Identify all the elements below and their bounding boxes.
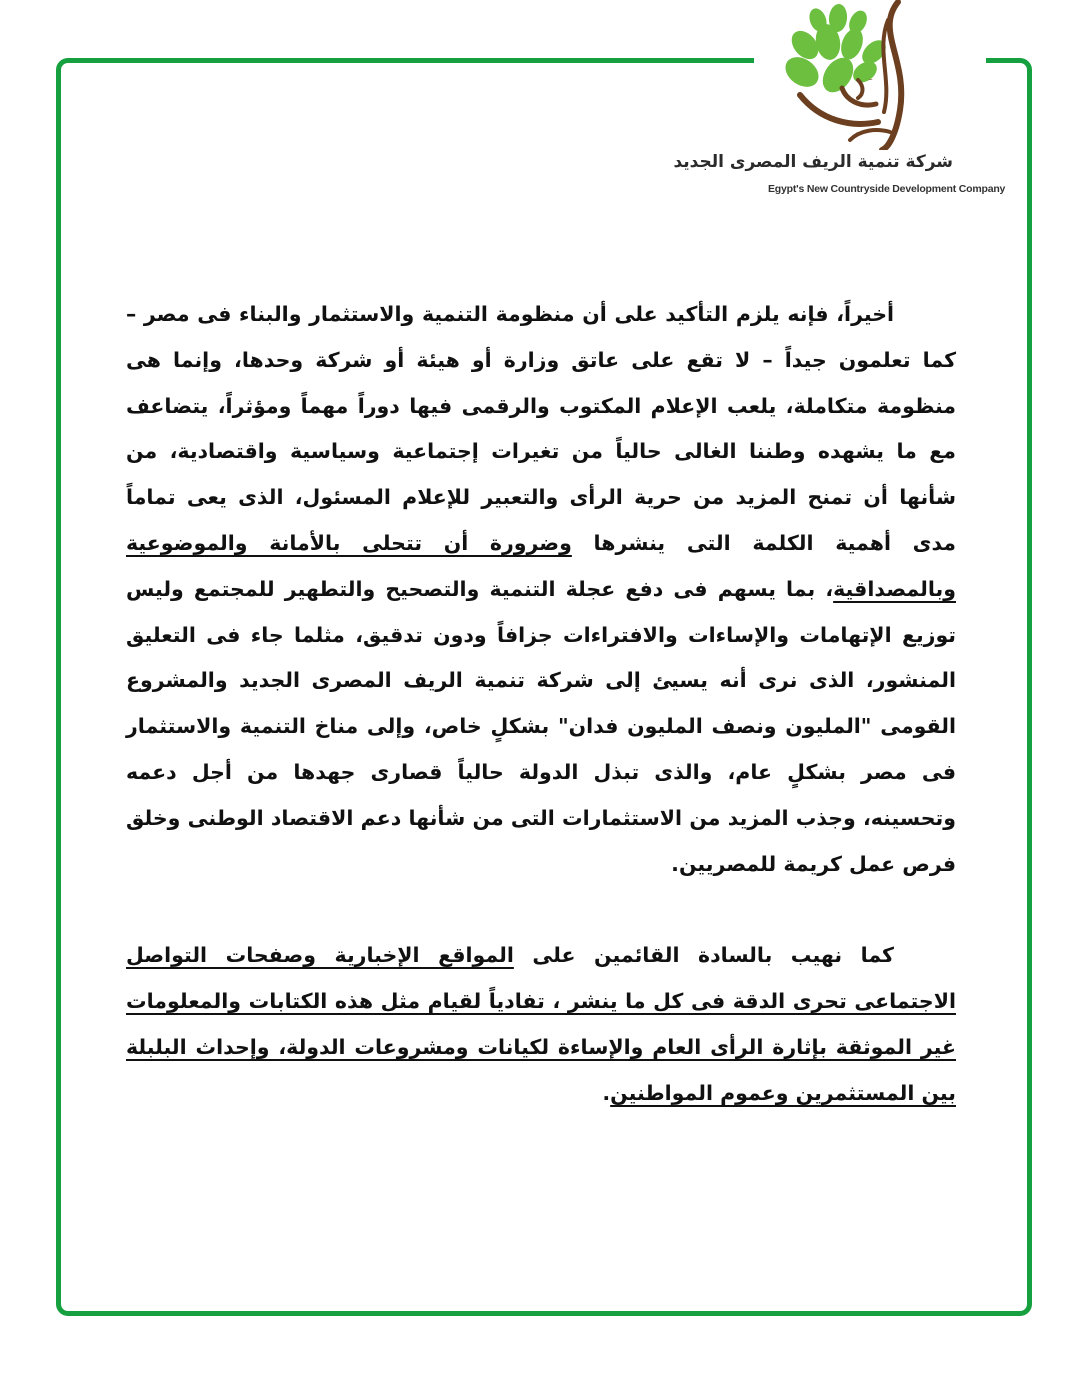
- paragraph-1-text-a: أخيراً، فإنه يلزم التأكيد على أن منظومة التنمية والاستثمار والبناء فى مصر – كما تعلمون جيداً – لا تقع على عاتق وزارة أو هيئة أو شركة وحدها، وإنما هى منظومة متكاملة، يلعب الإعلام المكتوب والرقمى فيها دوراً مهماً ومؤثراً، يتضاعف مع ما يشهده وطننا الغالى حالياً من تغيرات إجتماعية وسياسية واقتصادية، من شأنها أن تمنح المزيد من حرية الرأى والتعبير للإعلام المسئول، الذى يعى تماماً مدى أهمية الكلمة التى ينشرها: [126, 302, 956, 555]
- tree-calligraphy-logo-icon: [780, 0, 910, 150]
- company-name-english: Egypt's New Countryside Development Company: [768, 183, 1006, 195]
- paragraph-2-text-a: كما نهيب بالسادة القائمين على: [513, 943, 894, 968]
- document-body: [126, 292, 956, 1117]
- paragraph-1-underlined-text: وضرورة أن تتحلى بالأمانة والموضوعية وبالمصداقية: [126, 530, 956, 601]
- company-name-arabic: شركة تنمية الريف المصرى الجديد: [673, 152, 953, 172]
- paragraph-2-text-b: .: [602, 1080, 611, 1105]
- paragraph-2-underlined-text: المواقع الإخبارية وصفحات التواصل الاجتماعى تحرى الدقة فى كل ما ينشر ، تفادياً لقيام مثل هذه الكتابات والمعلومات غير الموثقة بإثارة الرأى العام والإساءة لكيانات ومشروعات الدولة، وإحداث البلبلة بين المستثمرين وعموم المواطنين: [126, 943, 956, 1105]
- paragraph-1-text-b: ، بما يسهم فى دفع عجلة التنمية والتصحيح والتطهير للمجتمع وليس توزيع الإتهامات والإساءات والافتراءات جزافاً ودون تدقيق، مثلما جاء فى التعليق المنشور، الذى نرى أنه يسيئ إلى شركة تنمية الريف المصرى الجديد والمشروع القومى "المليون ونصف المليون فدان" بشكلٍ خاص، وإلى مناخ التنمية والاستثمار فى مصر بشكلٍ عام، والذى تبذل الدولة حالياً قصارى جهدها من أجل دعمه وتحسينه، وجذب المزيد من الاستثمارات التى من شأنها دعم الاقتصاد الوطنى وخلق فرص عمل كريمة للمصريين.: [126, 576, 956, 876]
- company-logo: [673, 0, 1006, 205]
- paragraph-appeal-to-media: [126, 933, 956, 1116]
- paragraph-media-role: [126, 292, 956, 887]
